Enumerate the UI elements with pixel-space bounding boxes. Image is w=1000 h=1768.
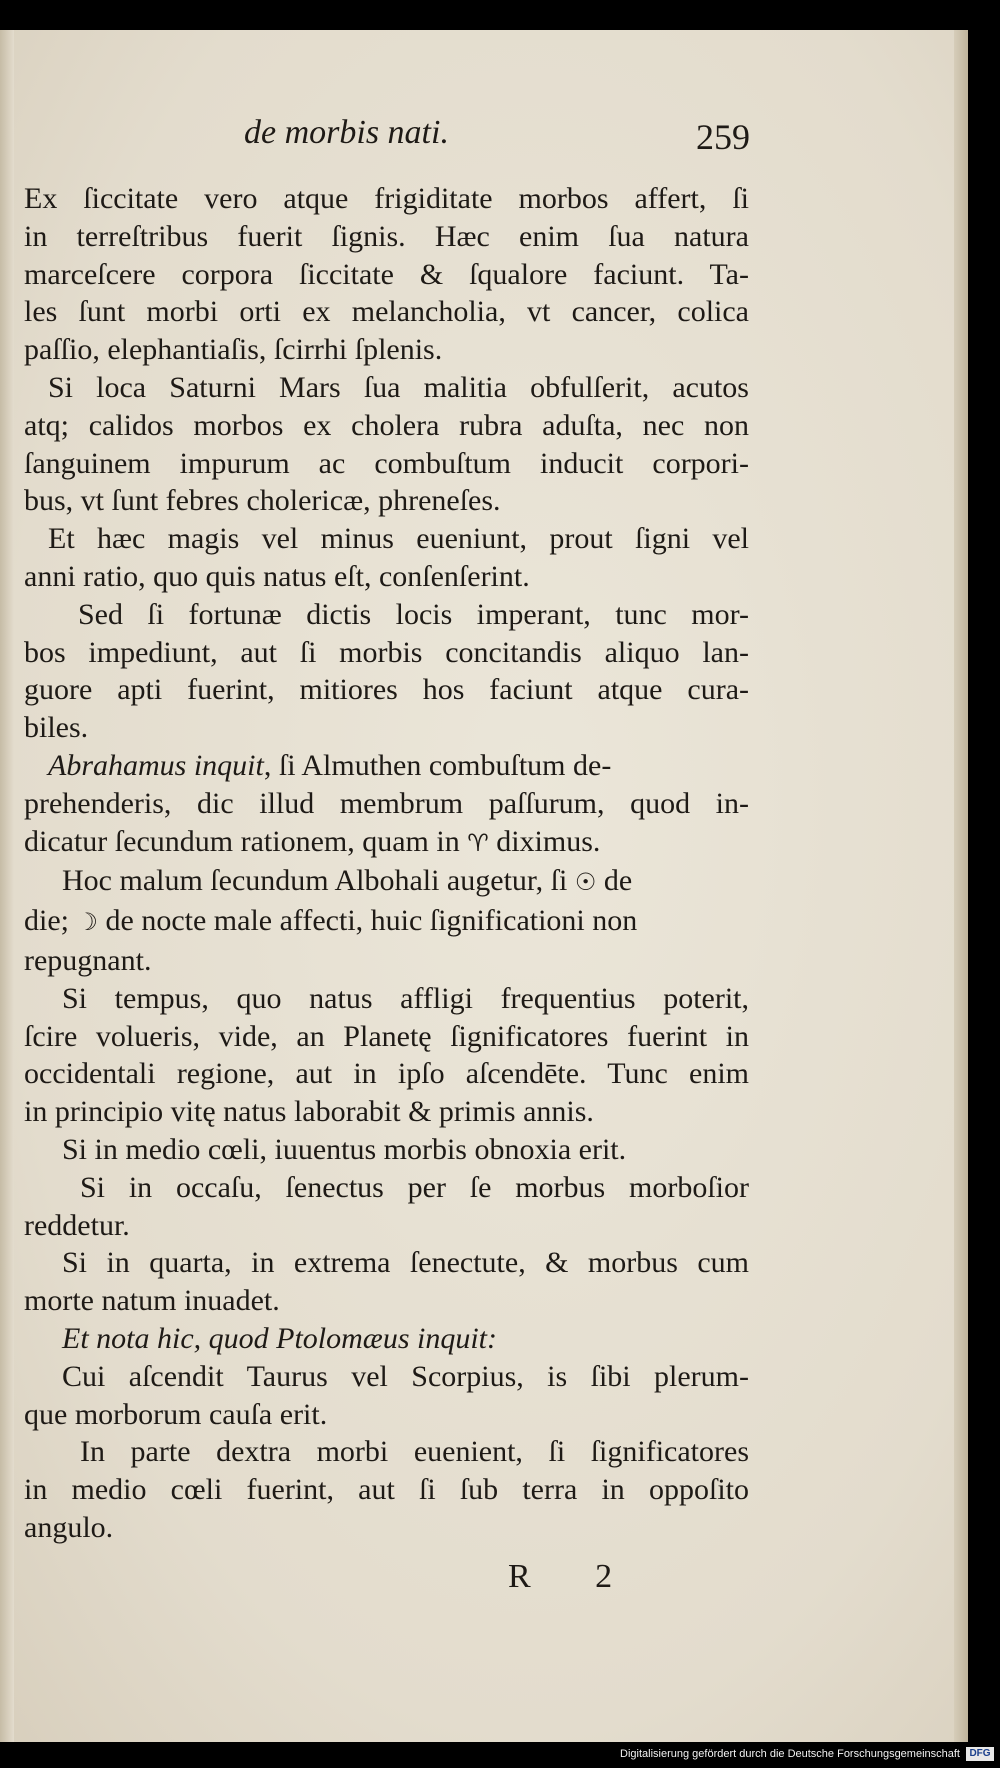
- page-edge: [954, 30, 968, 1742]
- book-page: [0, 30, 968, 1742]
- text-line: reddetur.: [24, 1208, 130, 1242]
- text-line: in terreſtribus fuerit ſignis. Hæc enim ſua natura: [24, 219, 749, 253]
- text-line: biles.: [24, 711, 89, 745]
- text-segment: die;: [24, 904, 69, 938]
- text-line: Sed ſi fortunæ dictis locis imperant, tunc mor-: [78, 597, 749, 631]
- text-line: prehenderis, dic illud membrum paſſurum, quod in-: [24, 786, 749, 820]
- text-line: in principio vitę natus laborabit & primis annis.: [24, 1095, 594, 1129]
- text-line: angulo.: [24, 1510, 114, 1544]
- text-line: [24, 747, 749, 785]
- text-segment: de nocte male affecti, huic ſignificationi non: [105, 904, 638, 938]
- text-segment: , ſi Almuthen combuſtum de-: [263, 748, 612, 782]
- signature-mark: R 2: [508, 1558, 641, 1595]
- text-segment: dicatur ſecundum rationem, quam in: [24, 824, 460, 858]
- ptolomaeus-phrase: Et nota hic, quod Ptolomæus inquit:: [62, 1321, 497, 1355]
- aries-icon: ♈: [467, 828, 489, 857]
- text-line: In parte dextra morbi euenient, ſi ſignificatores: [80, 1435, 749, 1469]
- text-line: bus, vt ſunt febres cholericæ, phreneſes.: [24, 484, 501, 518]
- text-line: atq; calidos morbos ex cholera rubra aduſta, nec non: [24, 408, 749, 442]
- text-line: guore apti fuerint, mitiores hos faciunt atque cura-: [24, 673, 749, 707]
- text-line: Ex ſiccitate vero atque frigiditate morbos affert, ſi: [24, 182, 749, 215]
- text-line: morte natum inuadet.: [24, 1284, 280, 1318]
- text-segment: Hoc malum ſecundum Albohali augetur, ſi: [62, 864, 568, 898]
- text-line: bos impediunt, aut ſi morbis concitandis aliquo lan-: [24, 635, 749, 669]
- page-gutter-shadow: [0, 30, 14, 1742]
- text-line: les ſunt morbi orti ex melancholia, vt cancer, colica: [24, 295, 749, 329]
- dfg-logo-icon: DFG: [966, 1747, 994, 1761]
- text-line: [24, 862, 749, 902]
- text-line: Si loca Saturni Mars ſua malitia obfulſerit, acutos: [48, 370, 749, 404]
- sun-icon: ☉: [574, 868, 597, 897]
- text-line: Cui aſcendit Taurus vel Scorpius, is ſibi plerum-: [62, 1359, 749, 1393]
- text-segment: diximus.: [496, 824, 601, 858]
- text-line: Si in occaſu, ſenectus per ſe morbus morboſior: [80, 1170, 749, 1204]
- text-line: Si in quarta, in extrema ſenectute, & morbus cum: [62, 1246, 749, 1280]
- text-line: ſcire volueris, vide, an Planetę ſignificatores fuerint in: [24, 1019, 749, 1053]
- footer-bar: [0, 1742, 1000, 1768]
- text-line: occidentali regione, aut in ipſo aſcendēte. Tunc enim: [24, 1057, 749, 1091]
- abrahamus-phrase: Abrahamus inquit: [48, 748, 264, 782]
- text-line: [24, 823, 749, 863]
- running-header: de morbis nati.: [244, 114, 449, 151]
- text-line: in medio cœli fuerint, aut ſi ſub terra in oppoſito: [24, 1473, 749, 1507]
- text-line: ſanguinem impurum ac combuſtum inducit corpori-: [24, 446, 749, 480]
- footer-credit: Digitalisierung gefördert durch die Deutsche Forschungsgemeinschaft: [620, 1748, 960, 1760]
- page-number: 259: [696, 117, 750, 157]
- body-text: [24, 180, 749, 1547]
- text-line: paſſio, elephantiaſis, ſcirrhi ſplenis.: [24, 333, 443, 367]
- text-segment: de: [603, 864, 633, 898]
- text-line: Si in medio cœli, iuuentus morbis obnoxia erit.: [62, 1132, 627, 1166]
- text-line: repugnant.: [24, 943, 152, 977]
- moon-icon: ☽: [76, 908, 99, 937]
- text-line: marceſcere corpora ſiccitate & ſqualore faciunt. Ta-: [24, 257, 749, 291]
- text-line: [24, 902, 749, 942]
- text-line: Si tempus, quo natus affligi frequentius poterit,: [62, 981, 749, 1015]
- text-line: Et hæc magis vel minus eueniunt, prout ſigni vel: [48, 522, 749, 556]
- text-line: que morborum cauſa erit.: [24, 1397, 328, 1431]
- text-line: anni ratio, quo quis natus eſt, conſenſerint.: [24, 559, 530, 593]
